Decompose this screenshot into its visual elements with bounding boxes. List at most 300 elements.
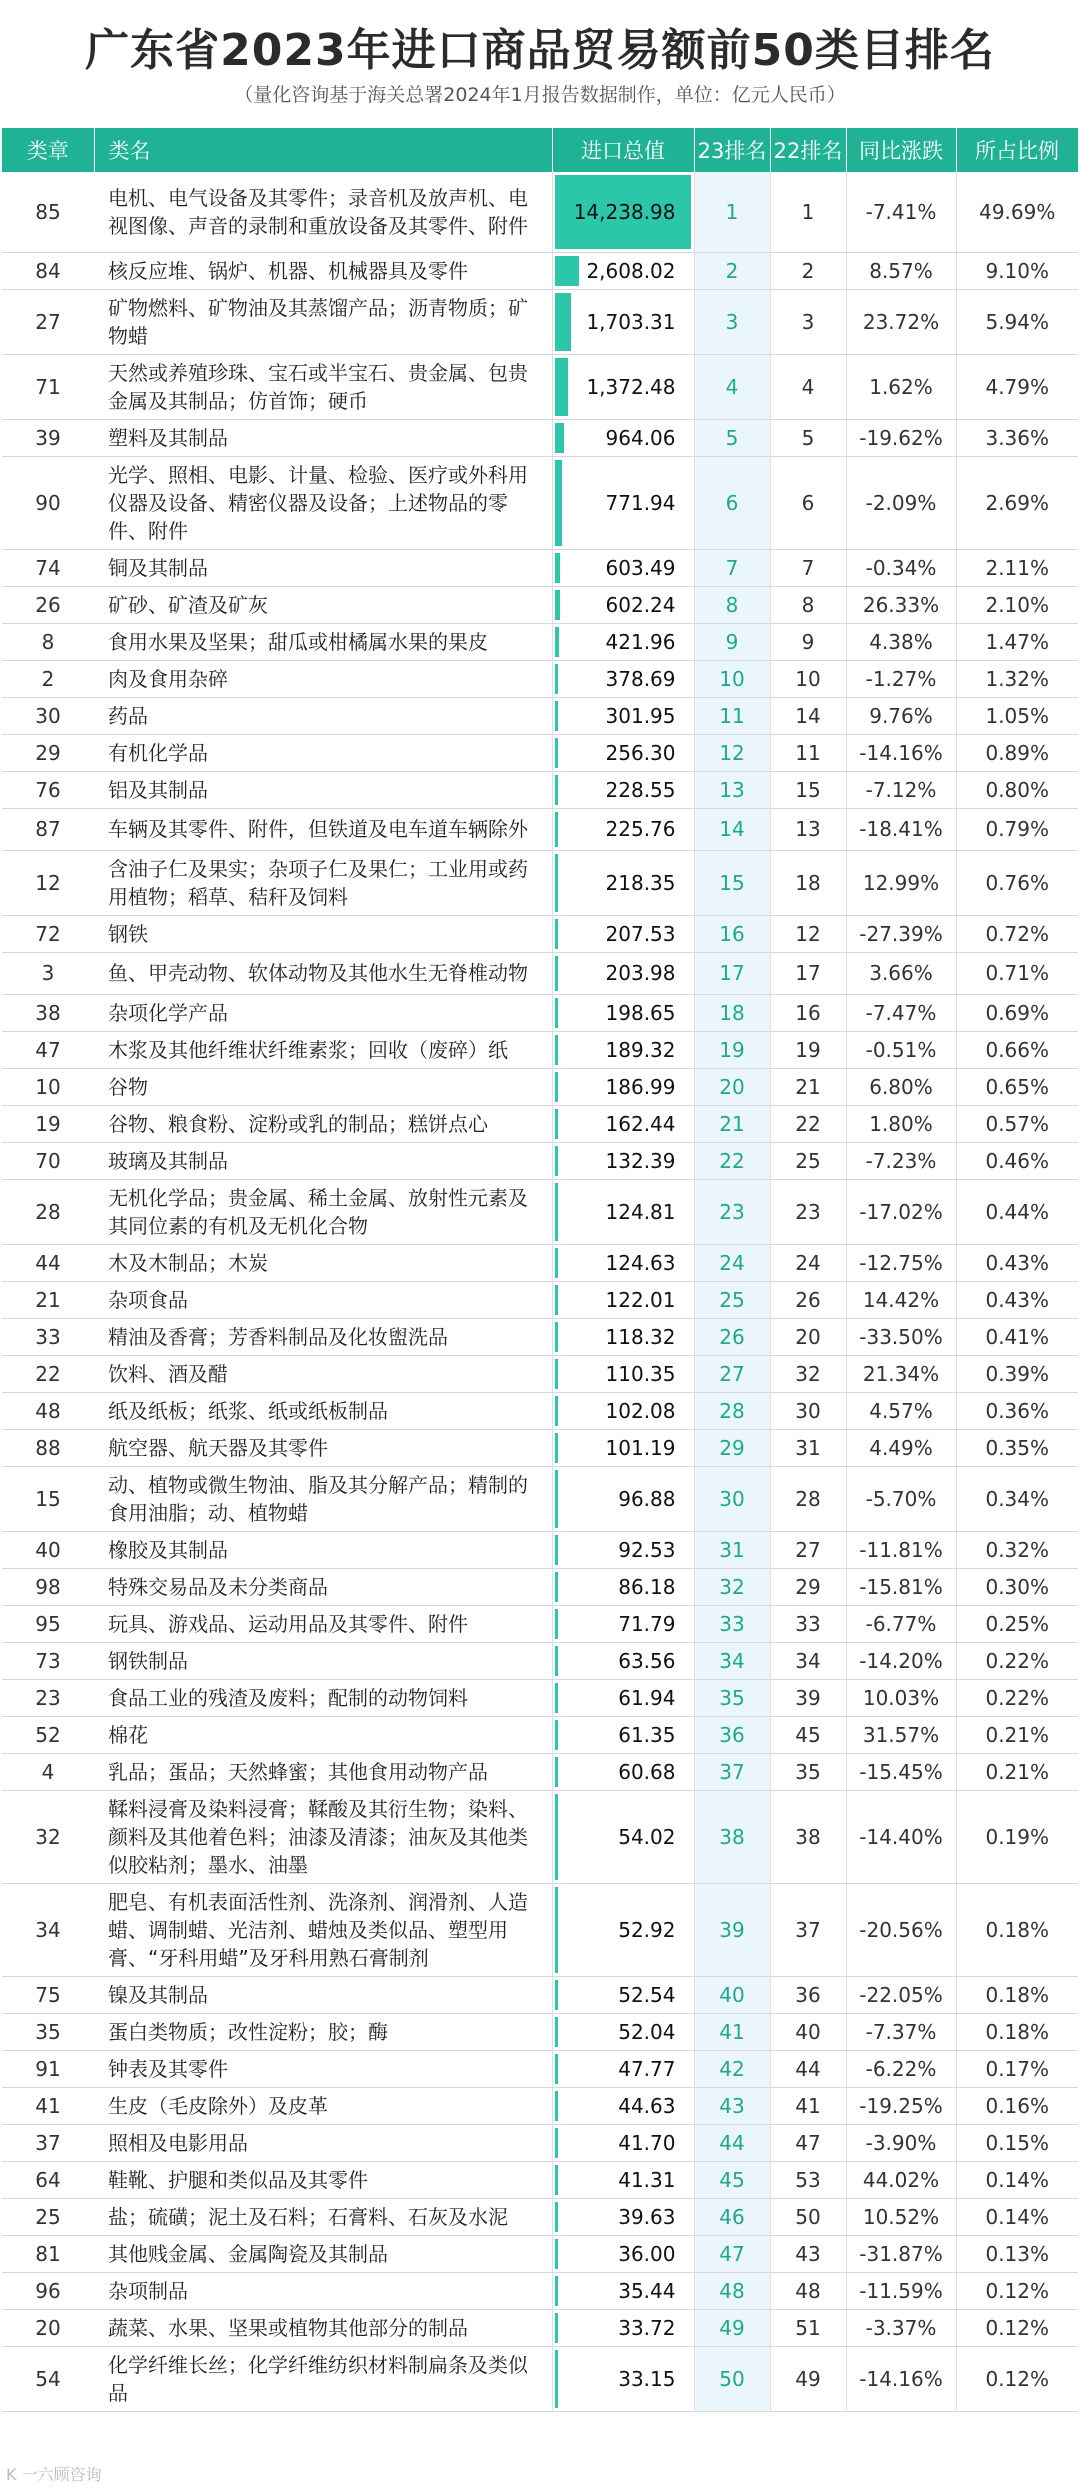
row-value xyxy=(552,1466,694,1531)
row-code: 52 xyxy=(2,1716,94,1753)
row-share: 0.46% xyxy=(956,1142,1078,1179)
row-value xyxy=(552,1679,694,1716)
value-number: 71.79 xyxy=(618,1611,676,1636)
value-number: 189.32 xyxy=(605,1037,676,1062)
value-number: 378.69 xyxy=(605,666,676,691)
row-name: 有机化学品 xyxy=(94,734,552,771)
row-rank23: 23 xyxy=(694,1179,770,1244)
row-name: 镍及其制品 xyxy=(94,1976,552,2013)
value-number: 124.81 xyxy=(605,1199,676,1224)
table-row xyxy=(2,1142,1078,1179)
row-value xyxy=(552,1179,694,1244)
value-number: 132.39 xyxy=(605,1148,676,1173)
row-share: 9.10% xyxy=(956,252,1078,289)
row-name: 蛋白类物质；改性淀粉；胶；酶 xyxy=(94,2013,552,2050)
row-name: 铝及其制品 xyxy=(94,771,552,808)
value-number: 198.65 xyxy=(605,1000,676,1025)
table-row xyxy=(2,2124,1078,2161)
row-yoy: 10.52% xyxy=(846,2198,956,2235)
value-number: 35.44 xyxy=(618,2278,676,2303)
row-rank23: 48 xyxy=(694,2272,770,2309)
row-rank23: 26 xyxy=(694,1318,770,1355)
value-number: 60.68 xyxy=(618,1759,676,1784)
row-yoy: -14.20% xyxy=(846,1642,956,1679)
row-code: 70 xyxy=(2,1142,94,1179)
table-row xyxy=(2,734,1078,771)
row-rank23: 49 xyxy=(694,2309,770,2346)
table-row xyxy=(2,289,1078,354)
row-rank23: 21 xyxy=(694,1105,770,1142)
row-yoy: -6.77% xyxy=(846,1605,956,1642)
header-value: 进口总值 xyxy=(552,128,694,172)
row-yoy: 1.80% xyxy=(846,1105,956,1142)
row-rank23: 40 xyxy=(694,1976,770,2013)
row-yoy: -20.56% xyxy=(846,1883,956,1976)
row-name: 盐；硫磺；泥土及石料；石膏料、石灰及水泥 xyxy=(94,2198,552,2235)
row-rank22: 33 xyxy=(770,1605,846,1642)
row-value xyxy=(552,1244,694,1281)
row-value xyxy=(552,2013,694,2050)
row-rank23: 20 xyxy=(694,1068,770,1105)
row-share: 5.94% xyxy=(956,289,1078,354)
row-share: 0.65% xyxy=(956,1068,1078,1105)
row-yoy: -11.59% xyxy=(846,2272,956,2309)
header-yoy: 同比涨跌 xyxy=(846,128,956,172)
row-value xyxy=(552,1142,694,1179)
page-subtitle: （量化咨询基于海关总署2024年1月报告数据制作，单位：亿元人民币） xyxy=(234,84,846,106)
value-number: 41.31 xyxy=(618,2167,676,2192)
row-value xyxy=(552,2087,694,2124)
row-rank23: 1 xyxy=(694,172,770,252)
row-share: 0.25% xyxy=(956,1605,1078,1642)
row-yoy: -14.40% xyxy=(846,1790,956,1883)
row-code: 87 xyxy=(2,808,94,850)
row-rank23: 10 xyxy=(694,660,770,697)
row-yoy: 10.03% xyxy=(846,1679,956,1716)
row-name: 钟表及其零件 xyxy=(94,2050,552,2087)
row-rank22: 36 xyxy=(770,1976,846,2013)
table-row xyxy=(2,771,1078,808)
row-yoy: 8.57% xyxy=(846,252,956,289)
table-row xyxy=(2,419,1078,456)
row-rank22: 31 xyxy=(770,1429,846,1466)
row-rank22: 34 xyxy=(770,1642,846,1679)
table-row xyxy=(2,1244,1078,1281)
row-rank22: 43 xyxy=(770,2235,846,2272)
row-value xyxy=(552,1605,694,1642)
row-share: 0.18% xyxy=(956,1976,1078,2013)
row-rank22: 15 xyxy=(770,771,846,808)
row-rank22: 1 xyxy=(770,172,846,252)
ranking-table xyxy=(2,128,1079,2412)
table-row xyxy=(2,1976,1078,2013)
row-name: 蔬菜、水果、坚果或植物其他部分的制品 xyxy=(94,2309,552,2346)
row-rank23: 17 xyxy=(694,952,770,994)
row-rank22: 23 xyxy=(770,1179,846,1244)
row-share: 0.89% xyxy=(956,734,1078,771)
row-code: 96 xyxy=(2,2272,94,2309)
row-yoy: -22.05% xyxy=(846,1976,956,2013)
row-share: 0.15% xyxy=(956,2124,1078,2161)
row-rank23: 19 xyxy=(694,1031,770,1068)
row-rank23: 39 xyxy=(694,1883,770,1976)
row-share: 0.12% xyxy=(956,2309,1078,2346)
row-share: 0.16% xyxy=(956,2087,1078,2124)
table-row xyxy=(2,1716,1078,1753)
row-share: 0.41% xyxy=(956,1318,1078,1355)
row-code: 40 xyxy=(2,1531,94,1568)
row-name: 鞣料浸膏及染料浸膏；鞣酸及其衍生物；染料、颜料及其他着色料；油漆及清漆；油灰及其他类似胶粘剂；墨水、油墨 xyxy=(94,1790,552,1883)
table-row xyxy=(2,2272,1078,2309)
table-row xyxy=(2,808,1078,850)
row-name: 含油子仁及果实；杂项子仁及果仁；工业用或药用植物；稻草、秸秆及饲料 xyxy=(94,850,552,915)
row-yoy: -15.81% xyxy=(846,1568,956,1605)
table-row xyxy=(2,1753,1078,1790)
row-name: 无机化学品；贵金属、稀土金属、放射性元素及其同位素的有机及无机化合物 xyxy=(94,1179,552,1244)
row-rank22: 17 xyxy=(770,952,846,994)
value-number: 771.94 xyxy=(605,490,676,515)
table-row xyxy=(2,2013,1078,2050)
value-number: 33.15 xyxy=(618,2366,676,2391)
row-rank23: 38 xyxy=(694,1790,770,1883)
row-name: 食品工业的残渣及废料；配制的动物饲料 xyxy=(94,1679,552,1716)
row-code: 12 xyxy=(2,850,94,915)
row-code: 2 xyxy=(2,660,94,697)
row-name: 橡胶及其制品 xyxy=(94,1531,552,1568)
value-number: 63.56 xyxy=(618,1648,676,1673)
table-row xyxy=(2,1790,1078,1883)
row-rank23: 13 xyxy=(694,771,770,808)
row-name: 照相及电影用品 xyxy=(94,2124,552,2161)
row-yoy: -3.90% xyxy=(846,2124,956,2161)
row-name: 食用水果及坚果；甜瓜或柑橘属水果的果皮 xyxy=(94,623,552,660)
row-rank23: 45 xyxy=(694,2161,770,2198)
row-share: 0.21% xyxy=(956,1753,1078,1790)
row-value xyxy=(552,1976,694,2013)
row-value xyxy=(552,1031,694,1068)
row-share: 1.05% xyxy=(956,697,1078,734)
row-rank22: 7 xyxy=(770,549,846,586)
row-rank22: 26 xyxy=(770,1281,846,1318)
row-code: 72 xyxy=(2,915,94,952)
value-number: 186.99 xyxy=(605,1074,676,1099)
row-rank22: 12 xyxy=(770,915,846,952)
table-row xyxy=(2,1068,1078,1105)
row-rank22: 37 xyxy=(770,1883,846,1976)
row-rank22: 48 xyxy=(770,2272,846,2309)
row-value xyxy=(552,850,694,915)
row-name: 棉花 xyxy=(94,1716,552,1753)
value-number: 86.18 xyxy=(618,1574,676,1599)
row-code: 84 xyxy=(2,252,94,289)
row-code: 64 xyxy=(2,2161,94,2198)
value-number: 207.53 xyxy=(605,921,676,946)
row-yoy: 12.99% xyxy=(846,850,956,915)
table-row xyxy=(2,1031,1078,1068)
row-rank22: 40 xyxy=(770,2013,846,2050)
row-code: 30 xyxy=(2,697,94,734)
row-value xyxy=(552,1716,694,1753)
row-rank23: 46 xyxy=(694,2198,770,2235)
table-row xyxy=(2,2346,1078,2411)
row-share: 0.66% xyxy=(956,1031,1078,1068)
row-code: 28 xyxy=(2,1179,94,1244)
row-name: 化学纤维长丝；化学纤维纺织材料制扁条及类似品 xyxy=(94,2346,552,2411)
row-yoy: -7.12% xyxy=(846,771,956,808)
row-rank22: 28 xyxy=(770,1466,846,1531)
table-row xyxy=(2,1281,1078,1318)
row-share: 0.35% xyxy=(956,1429,1078,1466)
row-share: 4.79% xyxy=(956,354,1078,419)
row-value xyxy=(552,1281,694,1318)
table-row xyxy=(2,1679,1078,1716)
row-yoy: 14.42% xyxy=(846,1281,956,1318)
table-row xyxy=(2,1105,1078,1142)
row-value xyxy=(552,1318,694,1355)
value-number: 33.72 xyxy=(618,2315,676,2340)
row-code: 39 xyxy=(2,419,94,456)
row-rank22: 14 xyxy=(770,697,846,734)
row-value xyxy=(552,697,694,734)
row-rank22: 2 xyxy=(770,252,846,289)
row-share: 3.36% xyxy=(956,419,1078,456)
table-row xyxy=(2,2235,1078,2272)
row-name: 特殊交易品及未分类商品 xyxy=(94,1568,552,1605)
row-name: 核反应堆、锅炉、机器、机械器具及零件 xyxy=(94,252,552,289)
row-rank22: 21 xyxy=(770,1068,846,1105)
row-name: 乳品；蛋品；天然蜂蜜；其他食用动物产品 xyxy=(94,1753,552,1790)
row-rank23: 31 xyxy=(694,1531,770,1568)
table-row xyxy=(2,1642,1078,1679)
row-name: 其他贱金属、金属陶瓷及其制品 xyxy=(94,2235,552,2272)
row-value xyxy=(552,1753,694,1790)
row-name: 药品 xyxy=(94,697,552,734)
row-rank23: 3 xyxy=(694,289,770,354)
row-value xyxy=(552,2124,694,2161)
row-name: 塑料及其制品 xyxy=(94,419,552,456)
table-row xyxy=(2,660,1078,697)
row-code: 26 xyxy=(2,586,94,623)
row-rank22: 8 xyxy=(770,586,846,623)
row-share: 2.69% xyxy=(956,456,1078,549)
row-name: 生皮（毛皮除外）及皮革 xyxy=(94,2087,552,2124)
row-value xyxy=(552,289,694,354)
row-rank23: 2 xyxy=(694,252,770,289)
row-value xyxy=(552,252,694,289)
row-rank23: 32 xyxy=(694,1568,770,1605)
row-rank22: 47 xyxy=(770,2124,846,2161)
row-rank22: 16 xyxy=(770,994,846,1031)
row-share: 0.12% xyxy=(956,2346,1078,2411)
row-name: 谷物 xyxy=(94,1068,552,1105)
row-yoy: -5.70% xyxy=(846,1466,956,1531)
row-yoy: -7.37% xyxy=(846,2013,956,2050)
table-row xyxy=(2,586,1078,623)
row-rank23: 4 xyxy=(694,354,770,419)
row-share: 0.12% xyxy=(956,2272,1078,2309)
value-number: 36.00 xyxy=(618,2241,676,2266)
row-share: 0.19% xyxy=(956,1790,1078,1883)
value-number: 92.53 xyxy=(618,1537,676,1562)
row-yoy: -33.50% xyxy=(846,1318,956,1355)
table-row xyxy=(2,2161,1078,2198)
row-share: 0.21% xyxy=(956,1716,1078,1753)
row-yoy: -3.37% xyxy=(846,2309,956,2346)
row-yoy: -12.75% xyxy=(846,1244,956,1281)
row-name: 饮料、酒及醋 xyxy=(94,1355,552,1392)
row-rank22: 51 xyxy=(770,2309,846,2346)
row-yoy: -31.87% xyxy=(846,2235,956,2272)
row-value xyxy=(552,419,694,456)
row-rank22: 9 xyxy=(770,623,846,660)
row-name: 木及木制品；木炭 xyxy=(94,1244,552,1281)
value-number: 118.32 xyxy=(605,1324,676,1349)
row-rank22: 6 xyxy=(770,456,846,549)
value-number: 603.49 xyxy=(605,555,676,580)
page-title: 广东省2023年进口商品贸易额前50类目排名 xyxy=(85,25,995,76)
row-rank23: 12 xyxy=(694,734,770,771)
row-code: 3 xyxy=(2,952,94,994)
row-code: 75 xyxy=(2,1976,94,2013)
row-share: 0.14% xyxy=(956,2161,1078,2198)
row-name: 杂项制品 xyxy=(94,2272,552,2309)
row-rank23: 9 xyxy=(694,623,770,660)
row-value xyxy=(552,660,694,697)
row-code: 23 xyxy=(2,1679,94,1716)
table-row xyxy=(2,850,1078,915)
row-value xyxy=(552,549,694,586)
row-share: 0.43% xyxy=(956,1244,1078,1281)
table-header-row xyxy=(2,128,1078,172)
value-number: 124.63 xyxy=(605,1250,676,1275)
row-rank23: 22 xyxy=(694,1142,770,1179)
header-rank22: 22排名 xyxy=(770,128,846,172)
table-row xyxy=(2,915,1078,952)
row-value xyxy=(552,808,694,850)
row-share: 0.22% xyxy=(956,1679,1078,1716)
row-code: 48 xyxy=(2,1392,94,1429)
table-row xyxy=(2,697,1078,734)
table-row xyxy=(2,1568,1078,1605)
row-code: 71 xyxy=(2,354,94,419)
value-number: 2,608.02 xyxy=(586,258,676,283)
row-rank22: 44 xyxy=(770,2050,846,2087)
row-code: 21 xyxy=(2,1281,94,1318)
row-share: 2.11% xyxy=(956,549,1078,586)
row-code: 44 xyxy=(2,1244,94,1281)
table-row xyxy=(2,1883,1078,1976)
row-yoy: -1.27% xyxy=(846,660,956,697)
row-rank23: 6 xyxy=(694,456,770,549)
table-row xyxy=(2,2309,1078,2346)
row-name: 钢铁 xyxy=(94,915,552,952)
value-number: 52.54 xyxy=(618,1982,676,2007)
row-rank22: 27 xyxy=(770,1531,846,1568)
row-rank23: 25 xyxy=(694,1281,770,1318)
row-value xyxy=(552,1790,694,1883)
row-name: 精油及香膏；芳香料制品及化妆盥洗品 xyxy=(94,1318,552,1355)
row-rank22: 24 xyxy=(770,1244,846,1281)
table-row xyxy=(2,1179,1078,1244)
row-share: 1.47% xyxy=(956,623,1078,660)
row-yoy: 4.38% xyxy=(846,623,956,660)
row-value xyxy=(552,456,694,549)
row-rank22: 41 xyxy=(770,2087,846,2124)
row-rank23: 50 xyxy=(694,2346,770,2411)
row-name: 航空器、航天器及其零件 xyxy=(94,1429,552,1466)
row-share: 0.69% xyxy=(956,994,1078,1031)
row-value xyxy=(552,2235,694,2272)
row-share: 0.17% xyxy=(956,2050,1078,2087)
row-rank22: 13 xyxy=(770,808,846,850)
row-rank23: 8 xyxy=(694,586,770,623)
row-code: 85 xyxy=(2,172,94,252)
table-row xyxy=(2,1355,1078,1392)
value-number: 44.63 xyxy=(618,2093,676,2118)
row-name: 玻璃及其制品 xyxy=(94,1142,552,1179)
row-rank23: 29 xyxy=(694,1429,770,1466)
row-rank23: 36 xyxy=(694,1716,770,1753)
row-name: 铜及其制品 xyxy=(94,549,552,586)
row-name: 矿砂、矿渣及矿灰 xyxy=(94,586,552,623)
row-value xyxy=(552,952,694,994)
value-number: 162.44 xyxy=(605,1111,676,1136)
row-code: 81 xyxy=(2,2235,94,2272)
row-rank23: 27 xyxy=(694,1355,770,1392)
row-value xyxy=(552,915,694,952)
row-code: 37 xyxy=(2,2124,94,2161)
row-rank23: 42 xyxy=(694,2050,770,2087)
value-number: 256.30 xyxy=(605,740,676,765)
row-yoy: -0.34% xyxy=(846,549,956,586)
row-name: 钢铁制品 xyxy=(94,1642,552,1679)
value-number: 39.63 xyxy=(618,2204,676,2229)
value-number: 122.01 xyxy=(605,1287,676,1312)
row-value xyxy=(552,1642,694,1679)
row-value xyxy=(552,734,694,771)
row-rank22: 11 xyxy=(770,734,846,771)
row-value xyxy=(552,1105,694,1142)
table-row xyxy=(2,549,1078,586)
table-row xyxy=(2,1531,1078,1568)
row-name: 矿物燃料、矿物油及其蒸馏产品；沥青物质；矿物蜡 xyxy=(94,289,552,354)
row-value xyxy=(552,586,694,623)
row-name: 肉及食用杂碎 xyxy=(94,660,552,697)
table-row xyxy=(2,623,1078,660)
row-share: 0.36% xyxy=(956,1392,1078,1429)
header-rank23: 23排名 xyxy=(694,128,770,172)
row-rank22: 39 xyxy=(770,1679,846,1716)
row-yoy: -7.47% xyxy=(846,994,956,1031)
row-code: 33 xyxy=(2,1318,94,1355)
row-value xyxy=(552,1068,694,1105)
row-code: 76 xyxy=(2,771,94,808)
row-rank22: 3 xyxy=(770,289,846,354)
row-name: 纸及纸板；纸浆、纸或纸板制品 xyxy=(94,1392,552,1429)
row-rank22: 18 xyxy=(770,850,846,915)
row-code: 27 xyxy=(2,289,94,354)
row-code: 4 xyxy=(2,1753,94,1790)
row-rank22: 10 xyxy=(770,660,846,697)
row-rank23: 41 xyxy=(694,2013,770,2050)
value-number: 14,238.98 xyxy=(573,199,676,224)
row-rank23: 47 xyxy=(694,2235,770,2272)
row-yoy: 6.80% xyxy=(846,1068,956,1105)
row-rank22: 4 xyxy=(770,354,846,419)
row-rank23: 5 xyxy=(694,419,770,456)
row-yoy: -7.23% xyxy=(846,1142,956,1179)
row-yoy: 26.33% xyxy=(846,586,956,623)
